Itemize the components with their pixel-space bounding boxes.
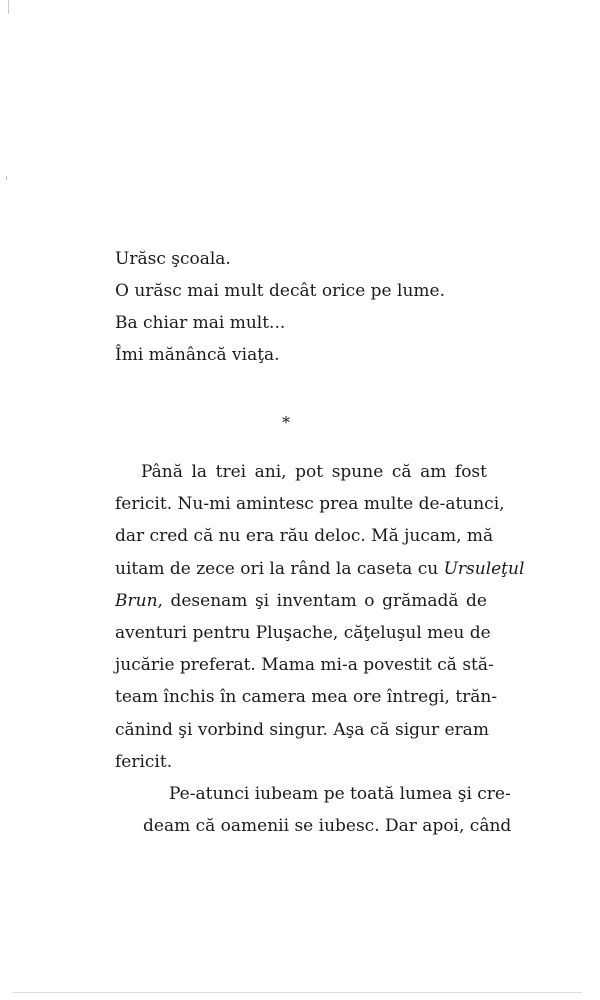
text-line: deam că oamenii se iubesc. Dar apoi, când	[143, 816, 512, 837]
paragraph	[115, 456, 525, 778]
scan-bottom-edge	[12, 992, 582, 993]
text-run: , desenam şi inventam o grămadă de	[157, 590, 487, 611]
verse-line: Ba chiar mai mult...	[115, 313, 286, 333]
text-line	[115, 585, 487, 617]
scan-edge-mark	[6, 176, 7, 180]
verse-line: Îmi mănâncă viaţa.	[115, 345, 280, 365]
verse-line: Urăsc şcoala.	[115, 249, 231, 269]
text-line: fericit.	[115, 751, 173, 772]
opening-verse	[115, 246, 515, 374]
text-line: jucărie preferat. Mama mi-a povestit că stă-	[115, 655, 494, 676]
text-line: fericit. Nu-mi amintesc prea multe de-atunci,	[115, 494, 505, 515]
text-line: Până la trei ani, pot spune că am fost	[141, 462, 487, 482]
text-line: cănind şi vorbind singur. Aşa că sigur eram	[115, 719, 489, 740]
text-line	[115, 553, 525, 585]
text-line: team închis în camera mea ore întregi, trăn-	[115, 687, 498, 708]
scan-edge-mark	[8, 0, 9, 14]
verse-line: O urăsc mai mult decât orice pe lume.	[115, 281, 445, 301]
text-line: aventuri pentru Pluşache, căţeluşul meu de	[115, 622, 491, 643]
section-separator: *	[282, 413, 290, 432]
text-run: uitam de zece ori la rând la caseta cu	[115, 558, 444, 579]
body-text	[115, 456, 525, 842]
book-title-italic: Ursuleţul	[443, 558, 525, 579]
paragraph	[115, 778, 512, 842]
text-line: Pe-atunci iubeam pe toată lumea şi cre-	[169, 783, 511, 804]
book-title-italic: Brun	[115, 590, 158, 611]
text-line: dar cred că nu era rău deloc. Mă jucam, mă	[115, 526, 494, 547]
